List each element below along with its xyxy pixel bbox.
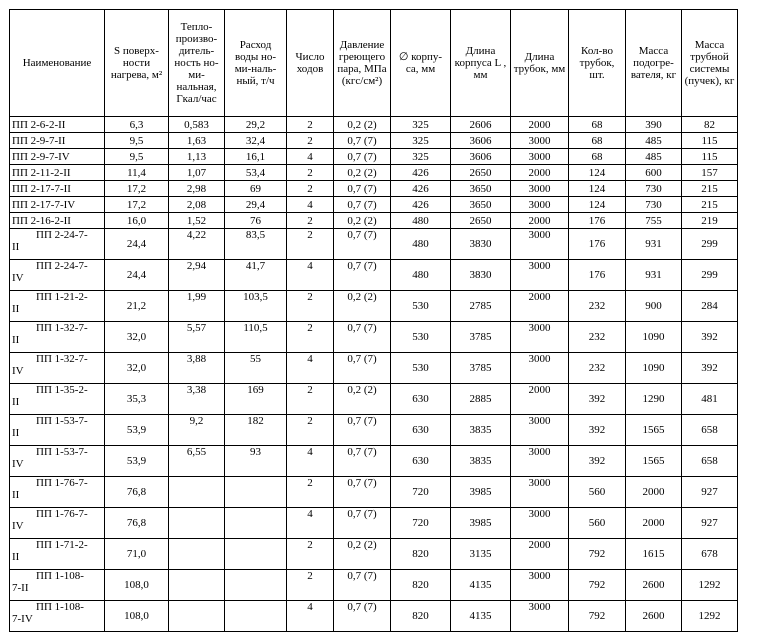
- cell-water-flow: 16,1: [225, 149, 287, 165]
- cell-pressure: 0,7 (7): [334, 570, 391, 601]
- cell-heat-output: 5,57: [169, 322, 225, 353]
- table-row: [10, 384, 738, 415]
- cell-surface: 32,0: [105, 353, 169, 384]
- cell-tube-length: 3000: [511, 181, 569, 197]
- cell-surface: 24,4: [105, 229, 169, 260]
- cell-tube-length: 2000: [511, 539, 569, 570]
- cell-shell-length: 3830: [451, 229, 511, 260]
- cell-tube-count: 792: [569, 539, 626, 570]
- header-passes: Число ходов: [287, 10, 334, 117]
- cell-pressure: 0,7 (7): [334, 353, 391, 384]
- table-row: [10, 508, 738, 539]
- cell-tube-count: 68: [569, 149, 626, 165]
- cell-tube-count: 232: [569, 353, 626, 384]
- cell-heat-output: 1,63: [169, 133, 225, 149]
- cell-tube-count: 792: [569, 570, 626, 601]
- cell-tube-length: 2000: [511, 117, 569, 133]
- cell-water-flow: 41,7: [225, 260, 287, 291]
- cell-tube-length: 3000: [511, 446, 569, 477]
- cell-pressure: 0,2 (2): [334, 165, 391, 181]
- cell-shell-length: 2885: [451, 384, 511, 415]
- cell-passes: 4: [287, 149, 334, 165]
- table-row: [10, 446, 738, 477]
- cell-passes: 2: [287, 384, 334, 415]
- cell-shell-diameter: 530: [391, 322, 451, 353]
- cell-surface: 11,4: [105, 165, 169, 181]
- cell-water-flow: 103,5: [225, 291, 287, 322]
- cell-shell-diameter: 630: [391, 415, 451, 446]
- cell-heater-mass: 1290: [626, 384, 682, 415]
- cell-tube-count: 176: [569, 229, 626, 260]
- cell-tube-count: 68: [569, 133, 626, 149]
- cell-tube-length: 3000: [511, 415, 569, 446]
- cell-passes: 4: [287, 260, 334, 291]
- cell-name: ПП 1-32-7- IV: [10, 353, 105, 384]
- table-row: [10, 117, 738, 133]
- cell-water-flow: 53,4: [225, 165, 287, 181]
- cell-shell-length: 2650: [451, 165, 511, 181]
- header-row: [10, 10, 738, 117]
- cell-water-flow: [225, 570, 287, 601]
- cell-heater-mass: 390: [626, 117, 682, 133]
- cell-tube-count: 124: [569, 165, 626, 181]
- cell-water-flow: 29,2: [225, 117, 287, 133]
- cell-shell-diameter: 530: [391, 291, 451, 322]
- cell-passes: 2: [287, 133, 334, 149]
- cell-shell-diameter: 820: [391, 539, 451, 570]
- cell-bundle-mass: 1292: [682, 601, 738, 632]
- cell-water-flow: [225, 508, 287, 539]
- cell-shell-diameter: 325: [391, 133, 451, 149]
- header-heat-output: Тепло-произво-дитель-ность но-ми-нальная, Гкал/час: [169, 10, 225, 117]
- cell-heat-output: 1,07: [169, 165, 225, 181]
- cell-heat-output: [169, 601, 225, 632]
- table-row: [10, 601, 738, 632]
- cell-shell-length: 3830: [451, 260, 511, 291]
- cell-shell-length: 3785: [451, 353, 511, 384]
- cell-surface: 24,4: [105, 260, 169, 291]
- cell-water-flow: 93: [225, 446, 287, 477]
- cell-bundle-mass: 392: [682, 322, 738, 353]
- cell-tube-length: 2000: [511, 291, 569, 322]
- cell-tube-length: 3000: [511, 570, 569, 601]
- cell-heat-output: [169, 539, 225, 570]
- cell-tube-count: 68: [569, 117, 626, 133]
- cell-surface: 16,0: [105, 213, 169, 229]
- cell-passes: 2: [287, 117, 334, 133]
- cell-shell-length: 3835: [451, 415, 511, 446]
- cell-shell-length: 3650: [451, 181, 511, 197]
- cell-heat-output: 3,88: [169, 353, 225, 384]
- cell-heater-mass: 931: [626, 260, 682, 291]
- cell-heat-output: 1,52: [169, 213, 225, 229]
- cell-shell-diameter: 325: [391, 149, 451, 165]
- cell-shell-diameter: 530: [391, 353, 451, 384]
- cell-heater-mass: 485: [626, 133, 682, 149]
- table-row: [10, 291, 738, 322]
- cell-shell-length: 4135: [451, 601, 511, 632]
- cell-tube-count: 392: [569, 415, 626, 446]
- table-row: [10, 133, 738, 149]
- cell-bundle-mass: 82: [682, 117, 738, 133]
- cell-surface: 9,5: [105, 149, 169, 165]
- cell-pressure: 0,7 (7): [334, 322, 391, 353]
- cell-passes: 4: [287, 446, 334, 477]
- cell-name: ПП 1-71-2- II: [10, 539, 105, 570]
- cell-shell-length: 3835: [451, 446, 511, 477]
- cell-shell-diameter: 630: [391, 446, 451, 477]
- cell-surface: 6,3: [105, 117, 169, 133]
- cell-name: ПП 2-16-2-II: [10, 213, 105, 229]
- cell-tube-count: 560: [569, 508, 626, 539]
- cell-shell-length: 4135: [451, 570, 511, 601]
- cell-shell-diameter: 630: [391, 384, 451, 415]
- cell-tube-length: 3000: [511, 133, 569, 149]
- table-row: [10, 213, 738, 229]
- cell-heater-mass: 2000: [626, 477, 682, 508]
- table-row: [10, 181, 738, 197]
- cell-tube-length: 3000: [511, 197, 569, 213]
- cell-water-flow: 29,4: [225, 197, 287, 213]
- cell-name: ПП 2-11-2-II: [10, 165, 105, 181]
- cell-name: ПП 1-32-7- II: [10, 322, 105, 353]
- cell-heat-output: 3,38: [169, 384, 225, 415]
- cell-tube-count: 232: [569, 322, 626, 353]
- cell-passes: 2: [287, 477, 334, 508]
- cell-name: ПП 1-108- 7-II: [10, 570, 105, 601]
- header-tube-count: Кол-во трубок, шт.: [569, 10, 626, 117]
- cell-bundle-mass: 927: [682, 477, 738, 508]
- cell-pressure: 0,7 (7): [334, 477, 391, 508]
- cell-pressure: 0,7 (7): [334, 149, 391, 165]
- cell-shell-diameter: 720: [391, 508, 451, 539]
- cell-name: ПП 1-108- 7-IV: [10, 601, 105, 632]
- cell-name: ПП 2-17-7-II: [10, 181, 105, 197]
- cell-pressure: 0,7 (7): [334, 446, 391, 477]
- cell-heater-mass: 755: [626, 213, 682, 229]
- cell-passes: 2: [287, 322, 334, 353]
- cell-tube-length: 3000: [511, 508, 569, 539]
- cell-shell-length: 3785: [451, 322, 511, 353]
- cell-heat-output: 1,13: [169, 149, 225, 165]
- cell-pressure: 0,7 (7): [334, 415, 391, 446]
- cell-bundle-mass: 1292: [682, 570, 738, 601]
- header-tube-length: Длина трубок, мм: [511, 10, 569, 117]
- cell-name: ПП 2-17-7-IV: [10, 197, 105, 213]
- cell-heater-mass: 2600: [626, 601, 682, 632]
- cell-bundle-mass: 157: [682, 165, 738, 181]
- cell-passes: 2: [287, 291, 334, 322]
- cell-name: ПП 1-53-7- II: [10, 415, 105, 446]
- cell-tube-count: 392: [569, 384, 626, 415]
- cell-surface: 53,9: [105, 446, 169, 477]
- cell-heat-output: [169, 477, 225, 508]
- cell-bundle-mass: 481: [682, 384, 738, 415]
- cell-shell-diameter: 325: [391, 117, 451, 133]
- cell-pressure: 0,2 (2): [334, 213, 391, 229]
- header-water-flow: Расход воды но-ми-наль-ный, т/ч: [225, 10, 287, 117]
- cell-shell-diameter: 426: [391, 197, 451, 213]
- cell-passes: 2: [287, 181, 334, 197]
- cell-surface: 53,9: [105, 415, 169, 446]
- cell-name: ПП 2-6-2-II: [10, 117, 105, 133]
- cell-pressure: 0,7 (7): [334, 181, 391, 197]
- cell-passes: 4: [287, 508, 334, 539]
- cell-passes: 2: [287, 229, 334, 260]
- cell-pressure: 0,7 (7): [334, 229, 391, 260]
- cell-name: ПП 2-9-7-IV: [10, 149, 105, 165]
- cell-bundle-mass: 299: [682, 260, 738, 291]
- cell-surface: 17,2: [105, 181, 169, 197]
- cell-surface: 108,0: [105, 570, 169, 601]
- cell-passes: 2: [287, 165, 334, 181]
- cell-pressure: 0,2 (2): [334, 384, 391, 415]
- cell-heater-mass: 485: [626, 149, 682, 165]
- header-heater-mass: Масса подогре-вателя, кг: [626, 10, 682, 117]
- cell-name: ПП 2-24-7- II: [10, 229, 105, 260]
- cell-water-flow: 169: [225, 384, 287, 415]
- cell-water-flow: 55: [225, 353, 287, 384]
- cell-tube-count: 176: [569, 260, 626, 291]
- cell-bundle-mass: 215: [682, 181, 738, 197]
- cell-bundle-mass: 115: [682, 149, 738, 165]
- cell-tube-count: 232: [569, 291, 626, 322]
- cell-shell-length: 3650: [451, 197, 511, 213]
- cell-heater-mass: 931: [626, 229, 682, 260]
- cell-heater-mass: 1565: [626, 415, 682, 446]
- cell-surface: 76,8: [105, 508, 169, 539]
- header-name: Наименование: [10, 10, 105, 117]
- cell-surface: 21,2: [105, 291, 169, 322]
- cell-tube-count: 124: [569, 181, 626, 197]
- table-row: [10, 477, 738, 508]
- cell-passes: 4: [287, 353, 334, 384]
- cell-tube-length: 3000: [511, 477, 569, 508]
- cell-passes: 2: [287, 539, 334, 570]
- cell-bundle-mass: 215: [682, 197, 738, 213]
- cell-bundle-mass: 658: [682, 446, 738, 477]
- cell-heater-mass: 2600: [626, 570, 682, 601]
- cell-shell-length: 3606: [451, 149, 511, 165]
- cell-pressure: 0,2 (2): [334, 539, 391, 570]
- cell-shell-length: 3985: [451, 508, 511, 539]
- cell-bundle-mass: 284: [682, 291, 738, 322]
- cell-bundle-mass: 678: [682, 539, 738, 570]
- cell-tube-length: 3000: [511, 229, 569, 260]
- cell-shell-diameter: 820: [391, 570, 451, 601]
- cell-tube-count: 392: [569, 446, 626, 477]
- cell-heat-output: 0,583: [169, 117, 225, 133]
- cell-surface: 17,2: [105, 197, 169, 213]
- cell-tube-count: 560: [569, 477, 626, 508]
- cell-shell-length: 3135: [451, 539, 511, 570]
- table-row: [10, 415, 738, 446]
- cell-surface: 32,0: [105, 322, 169, 353]
- cell-shell-diameter: 720: [391, 477, 451, 508]
- cell-shell-diameter: 480: [391, 260, 451, 291]
- cell-surface: 76,8: [105, 477, 169, 508]
- table-row: [10, 197, 738, 213]
- cell-surface: 35,3: [105, 384, 169, 415]
- cell-heater-mass: 900: [626, 291, 682, 322]
- cell-heat-output: [169, 570, 225, 601]
- cell-name: ПП 1-76-7- II: [10, 477, 105, 508]
- cell-heater-mass: 1615: [626, 539, 682, 570]
- cell-name: ПП 1-53-7- IV: [10, 446, 105, 477]
- cell-pressure: 0,2 (2): [334, 291, 391, 322]
- cell-shell-length: 2785: [451, 291, 511, 322]
- cell-passes: 4: [287, 601, 334, 632]
- cell-pressure: 0,7 (7): [334, 260, 391, 291]
- cell-shell-diameter: 426: [391, 165, 451, 181]
- table-row: [10, 260, 738, 291]
- table-row: [10, 322, 738, 353]
- table-row: [10, 570, 738, 601]
- cell-name: ПП 1-21-2- II: [10, 291, 105, 322]
- table-row: [10, 149, 738, 165]
- cell-bundle-mass: 299: [682, 229, 738, 260]
- cell-surface: 9,5: [105, 133, 169, 149]
- cell-tube-length: 3000: [511, 322, 569, 353]
- table-row: [10, 353, 738, 384]
- cell-heat-output: 9,2: [169, 415, 225, 446]
- header-pressure: Давление греющего пара, МПа (кгс/см²): [334, 10, 391, 117]
- cell-tube-length: 3000: [511, 260, 569, 291]
- cell-tube-length: 2000: [511, 213, 569, 229]
- cell-heater-mass: 1565: [626, 446, 682, 477]
- cell-heat-output: 2,08: [169, 197, 225, 213]
- cell-pressure: 0,2 (2): [334, 117, 391, 133]
- cell-name: ПП 2-24-7- IV: [10, 260, 105, 291]
- cell-pressure: 0,7 (7): [334, 508, 391, 539]
- cell-heater-mass: 600: [626, 165, 682, 181]
- cell-water-flow: 182: [225, 415, 287, 446]
- table-row: [10, 165, 738, 181]
- cell-heater-mass: 1090: [626, 322, 682, 353]
- table-row: [10, 229, 738, 260]
- cell-shell-length: 2606: [451, 117, 511, 133]
- cell-heater-mass: 730: [626, 197, 682, 213]
- cell-bundle-mass: 658: [682, 415, 738, 446]
- cell-pressure: 0,7 (7): [334, 601, 391, 632]
- cell-bundle-mass: 115: [682, 133, 738, 149]
- cell-water-flow: 110,5: [225, 322, 287, 353]
- cell-passes: 4: [287, 197, 334, 213]
- cell-name: ПП 1-76-7- IV: [10, 508, 105, 539]
- cell-pressure: 0,7 (7): [334, 197, 391, 213]
- header-surface: S поверх-ности нагрева, м²: [105, 10, 169, 117]
- cell-heater-mass: 730: [626, 181, 682, 197]
- cell-shell-length: 3606: [451, 133, 511, 149]
- cell-shell-diameter: 480: [391, 213, 451, 229]
- cell-bundle-mass: 219: [682, 213, 738, 229]
- cell-name: ПП 2-9-7-II: [10, 133, 105, 149]
- cell-passes: 2: [287, 570, 334, 601]
- cell-passes: 2: [287, 415, 334, 446]
- cell-heat-output: 2,98: [169, 181, 225, 197]
- cell-name: ПП 1-35-2- II: [10, 384, 105, 415]
- cell-tube-length: 3000: [511, 149, 569, 165]
- cell-heat-output: 2,94: [169, 260, 225, 291]
- cell-shell-length: 2650: [451, 213, 511, 229]
- cell-heater-mass: 1090: [626, 353, 682, 384]
- cell-tube-length: 2000: [511, 384, 569, 415]
- cell-tube-length: 3000: [511, 353, 569, 384]
- cell-water-flow: [225, 539, 287, 570]
- cell-heat-output: 6,55: [169, 446, 225, 477]
- header-shell-diameter: ∅ корпу-са, мм: [391, 10, 451, 117]
- cell-shell-diameter: 820: [391, 601, 451, 632]
- cell-water-flow: [225, 477, 287, 508]
- header-shell-length: Длина корпуса L , мм: [451, 10, 511, 117]
- header-bundle-mass: Масса трубной системы (пучек), кг: [682, 10, 738, 117]
- cell-shell-length: 3985: [451, 477, 511, 508]
- cell-passes: 2: [287, 213, 334, 229]
- cell-tube-count: 176: [569, 213, 626, 229]
- cell-heat-output: [169, 508, 225, 539]
- cell-shell-diameter: 426: [391, 181, 451, 197]
- table-row: [10, 539, 738, 570]
- cell-water-flow: 76: [225, 213, 287, 229]
- cell-heat-output: 4,22: [169, 229, 225, 260]
- cell-heater-mass: 2000: [626, 508, 682, 539]
- cell-tube-length: 3000: [511, 601, 569, 632]
- heat-exchanger-spec-table: [9, 9, 738, 632]
- cell-tube-count: 124: [569, 197, 626, 213]
- cell-pressure: 0,7 (7): [334, 133, 391, 149]
- cell-bundle-mass: 392: [682, 353, 738, 384]
- cell-heat-output: 1,99: [169, 291, 225, 322]
- cell-shell-diameter: 480: [391, 229, 451, 260]
- cell-water-flow: 69: [225, 181, 287, 197]
- cell-tube-count: 792: [569, 601, 626, 632]
- cell-surface: 108,0: [105, 601, 169, 632]
- cell-water-flow: 83,5: [225, 229, 287, 260]
- cell-water-flow: [225, 601, 287, 632]
- cell-water-flow: 32,4: [225, 133, 287, 149]
- cell-surface: 71,0: [105, 539, 169, 570]
- cell-tube-length: 2000: [511, 165, 569, 181]
- cell-bundle-mass: 927: [682, 508, 738, 539]
